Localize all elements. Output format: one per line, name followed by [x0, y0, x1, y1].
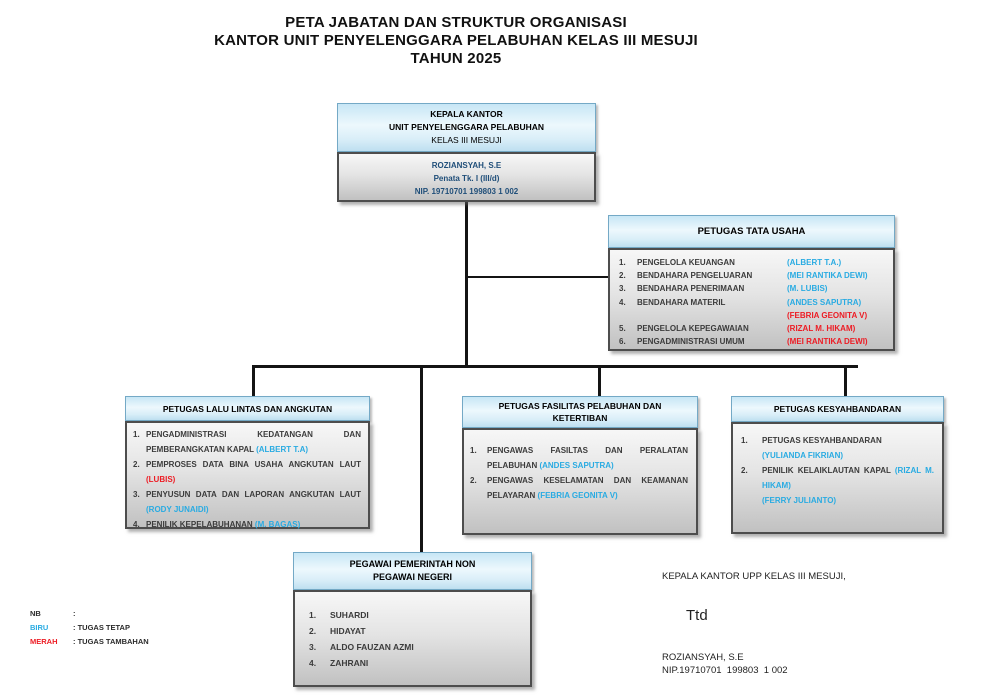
table-row: 6. PENGADMINISTRASI UMUM (MEI RANTIKA DEWI) — [619, 337, 868, 347]
box-petugas-lalu-lintas — [125, 396, 370, 529]
legend-row: MERAH : TUGAS TAMBAHAN — [30, 637, 149, 646]
signature-ttd: Ttd — [686, 607, 708, 624]
list-item: 1. PENGADMINISTRASI KEDATANGAN DAN PEMBERANGKATAN KAPAL (ALBERT T.A) — [133, 430, 361, 454]
table-row: 2. BENDAHARA PENGELUARAN (MEI RANTIKA DEWI) — [619, 271, 868, 281]
list-item: 2. PEMPROSES DATA BINA USAHA ANGKUTAN LAUT (LUBIS) — [133, 460, 361, 484]
kepala-kantor-body: ROZIANSYAH, S.E Penata Tk. I (III/d) NIP. 19710701 199803 1 002 — [337, 152, 596, 202]
tata-usaha-header: PETUGAS TATA USAHA — [608, 215, 895, 248]
signature-nip: NIP.19710701 199803 1 002 — [662, 665, 788, 676]
box-pegawai-non-pns — [293, 552, 532, 687]
list-item: 1. SUHARDI — [309, 610, 369, 620]
list-item: 1. PENGAWAS FASILTAS DAN PERALATAN PELABUHAN (ANDES SAPUTRA) — [470, 446, 688, 470]
legend-row: BIRU : TUGAS TETAP — [30, 623, 130, 632]
fasilitas-body — [462, 428, 698, 535]
box-petugas-kesyahbandaran — [731, 396, 944, 534]
list-item: 3. PENYUSUN DATA DAN LAPORAN ANGKUTAN LAUT (RODY JUNAIDI) — [133, 490, 361, 514]
kepala-kantor-header: KEPALA KANTOR UNIT PENYELENGGARA PELABUHAN KELAS III MESUJI — [337, 103, 596, 152]
pegawai-header: PEGAWAI PEMERINTAH NON PEGAWAI NEGERI — [293, 552, 532, 590]
list-item: 1. PETUGAS KESYAHBANDARAN (YULIANDA FIKRIAN) — [741, 436, 882, 460]
connector-horizontal — [252, 365, 858, 368]
pegawai-body — [293, 590, 532, 687]
box-kepala-kantor — [337, 103, 596, 202]
legend-row: NB : — [30, 609, 76, 618]
page-title: PETA JABATAN DAN STRUKTUR ORGANISASI KANTOR UNIT PENYELENGGARA PELABUHAN KELAS III MESUJI TAHUN 2025 — [214, 14, 698, 67]
table-row: 4. BENDAHARA MATERIL (ANDES SAPUTRA) (FEBRIA GEONITA V) — [619, 297, 868, 320]
signature-block — [662, 571, 962, 676]
lalu-lintas-header: PETUGAS LALU LINTAS DAN ANGKUTAN — [125, 396, 370, 421]
box-petugas-fasilitas — [462, 396, 698, 535]
connector-drop-pegawai — [420, 365, 423, 554]
list-item: 4. ZAHRANI — [309, 658, 369, 668]
connector-tata-usaha — [466, 276, 608, 278]
kesyahbandaran-body — [731, 422, 944, 534]
list-item: 3. ALDO FAUZAN AZMI — [309, 642, 414, 652]
list-item: 4. PENILIK KEPELABUHANAN (M. BAGAS) — [133, 520, 301, 529]
table-row: 3. BENDAHARA PENERIMAAN (M. LUBIS) — [619, 284, 828, 294]
connector-drop-fasilitas — [598, 365, 601, 398]
connector-drop-lalu-lintas — [252, 365, 255, 398]
connector-stem — [465, 201, 468, 367]
tata-usaha-body — [608, 248, 895, 351]
lalu-lintas-body — [125, 421, 370, 529]
list-item: 2. PENGAWAS KESELAMATAN DAN KEAMANAN PELAYARAN (FEBRIA GEONITA V) — [470, 476, 688, 500]
box-petugas-tata-usaha — [608, 215, 895, 351]
fasilitas-header: PETUGAS FASILITAS PELABUHAN DAN KETERTIBAN — [462, 396, 698, 428]
table-row: 5. PENGELOLA KEPEGAWAIAN (RIZAL M. HIKAM) — [619, 324, 856, 334]
signature-title: KEPALA KANTOR UPP KELAS III MESUJI, — [662, 571, 846, 582]
color-legend — [30, 607, 149, 649]
list-item: 2. PENILIK KELAIKLAUTAN KAPAL (RIZAL M. HIKAM) (FERRY JULIANTO) — [741, 466, 934, 505]
table-row: 1. PENGELOLA KEUANGAN (ALBERT T.A.) — [619, 258, 842, 267]
list-item: 2. HIDAYAT — [309, 626, 366, 636]
kesyahbandaran-header: PETUGAS KESYAHBANDARAN — [731, 396, 944, 422]
signature-name: ROZIANSYAH, S.E — [662, 652, 744, 663]
connector-drop-kesyahbandaran — [844, 365, 847, 398]
